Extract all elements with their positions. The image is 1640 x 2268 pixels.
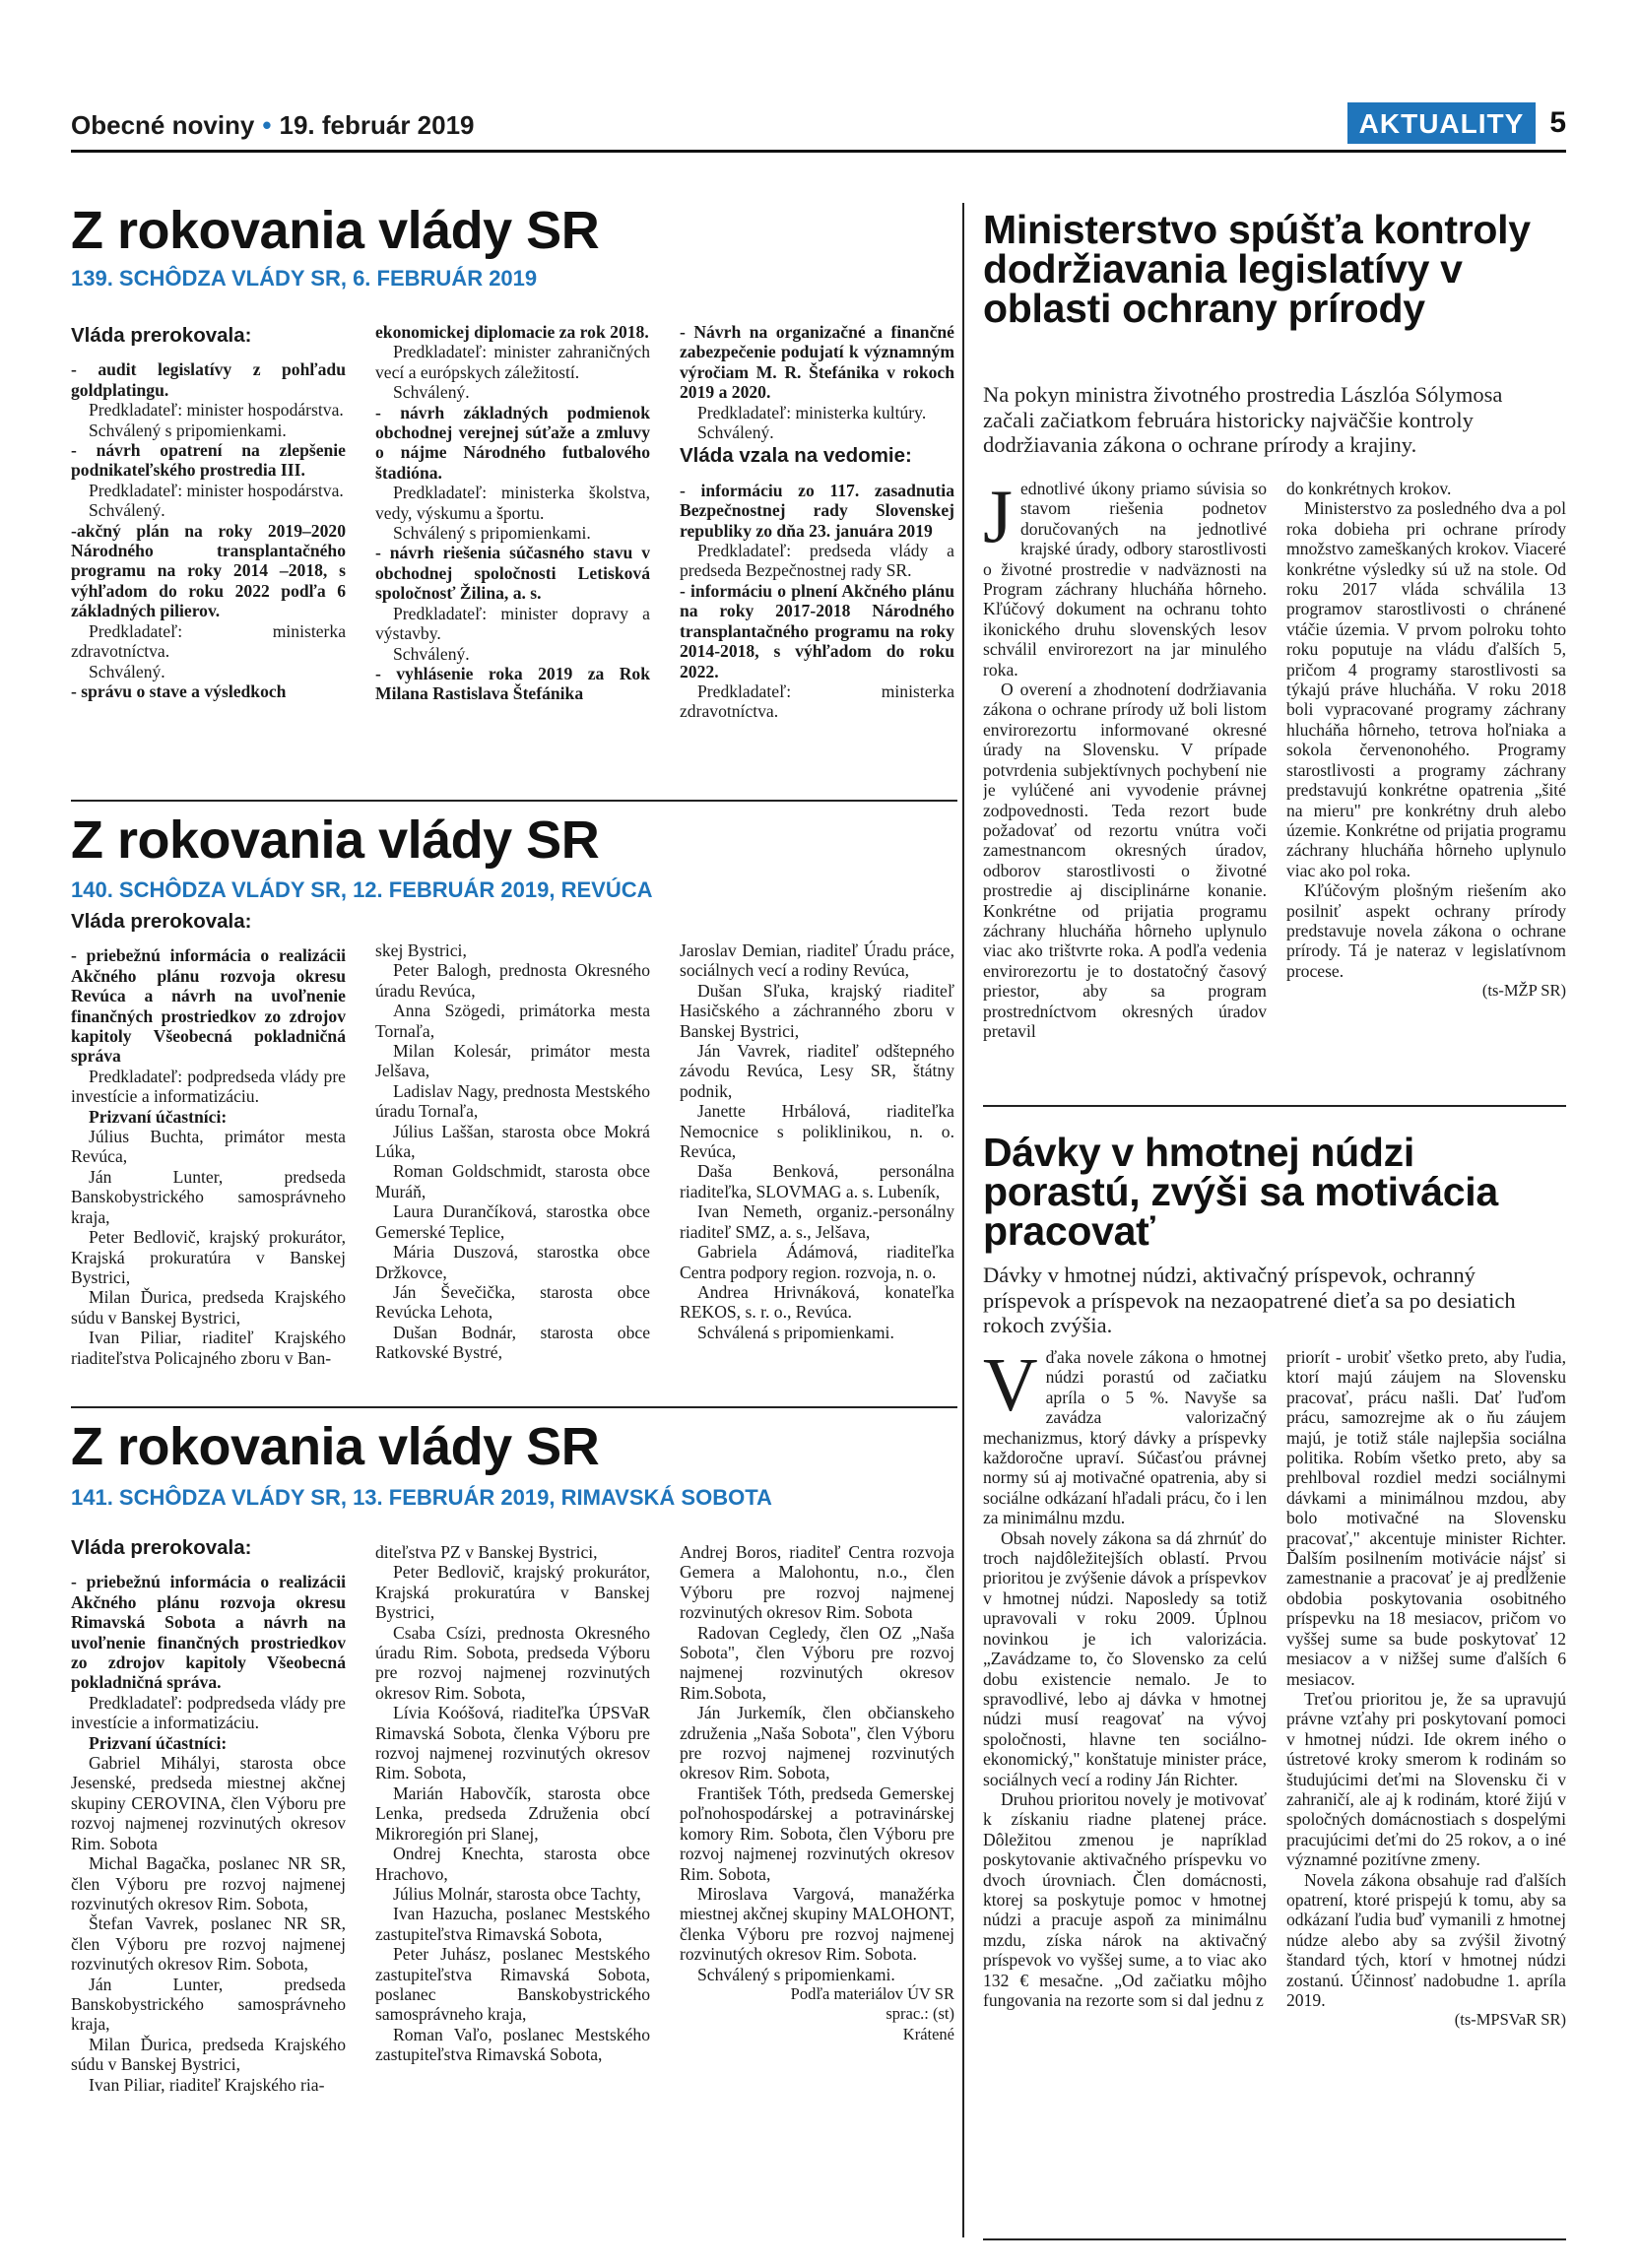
paragraph: Laura Durančíková, starostka obce Gemerské Teplice, bbox=[375, 1201, 650, 1242]
section-140-title: Z rokovania vlády SR bbox=[71, 810, 600, 870]
page-header bbox=[71, 98, 1566, 152]
paragraph: Anna Szögedi, primátorka mesta Tornaľa, bbox=[375, 1001, 650, 1041]
paragraph: Marián Habovčík, starosta obce Lenka, predseda Združenia obcí Mikroregión pri Slanej, bbox=[375, 1782, 650, 1844]
column-divider bbox=[962, 203, 964, 2237]
paragraph: Schválená s pripomienkami. bbox=[697, 1322, 894, 1342]
paragraph: Dušan Sľuka, krajský riaditeľ Hasičského a záchranného zboru v Banskej Bystrici, bbox=[680, 980, 954, 1041]
source-credit: Krátené bbox=[902, 2024, 954, 2043]
paragraph: Predkladateľ: ministerka školstva, vedy, výskumu a športu. bbox=[375, 483, 650, 523]
agenda-item: - vyhlásenie roka 2019 za Rok Milana Rastislava Štefánika bbox=[375, 663, 650, 704]
paragraph: Schválený. bbox=[393, 643, 470, 664]
agenda-label: Vláda prerokovala: bbox=[71, 910, 252, 933]
participants-label: Prizvaní účastníci: bbox=[89, 1106, 228, 1127]
agenda-label: Vláda prerokovala: bbox=[71, 1536, 252, 1559]
article-rule bbox=[983, 2238, 1566, 2240]
article-2-col-2 bbox=[1286, 1347, 1566, 2238]
article-1-col-1-body bbox=[983, 479, 1267, 1041]
paragraph: Daša Benková, personálna riaditeľka, SLOVMAG a. s. Lubeník, bbox=[680, 1161, 954, 1201]
paragraph: Predkladateľ: minister dopravy a výstavby. bbox=[375, 603, 650, 644]
paragraph: Janette Hrbálová, riaditeľka Nemocnice s poliklinikou, n. o. Revúca, bbox=[680, 1101, 954, 1162]
agenda-item: - informáciu zo 117. zasadnutia Bezpečnostnej rady Slovenskej republiky zo dňa 23. januára 2019 bbox=[680, 480, 954, 541]
paragraph: diteľstva PZ v Banskej Bystrici, bbox=[375, 1542, 598, 1562]
paragraph: Ivan Hazucha, poslanec Mestského zastupiteľstva Rimavská Sobota, bbox=[375, 1904, 650, 1944]
paragraph: Štefan Vavrek, poslanec NR SR, člen Výboru pre rozvoj najmenej rozvinutých okresov Rim. Sobota, bbox=[71, 1913, 346, 1975]
paragraph: Peter Bedlovič, krajský prokurátor, Krajská prokuratúra v Banskej Bystrici, bbox=[375, 1562, 650, 1623]
paragraph: ednotlivé úkony priamo súvisia so stavom riešenia podnetov doručovaných na jednotlivé krajské úrady, odbory starostlivosti o životné prostredie v nadväznosti na Program záchrany hlucháňa hôrneho. Kľúčový dokument na ochranu tohto ikonického druhu slovenských lesov schválil envirorezort na jar minulého roka. bbox=[983, 479, 1267, 680]
paragraph: Predkladateľ: podpredseda vlády pre investície a informatizáciu. bbox=[71, 1692, 346, 1733]
agenda-item: - informáciu o plnení Akčného plánu na roky 2017-2018 Národného transplantačného programu na roky 2014-2018, s výhľadom do roku 2022. bbox=[680, 580, 954, 681]
section-139-col-2 bbox=[375, 322, 650, 795]
section-rule bbox=[71, 1406, 957, 1408]
paragraph: Predkladateľ: predseda vlády a predseda Bezpečnostnej rady SR. bbox=[680, 541, 954, 581]
paragraph: O overení a zhodnotení dodržiavania zákona o ochrane prírody už boli listom envirorezortu informované okresné úrady na Slovensku. V prípade potvrdenia subjektívnych pochybení nie je vylúčené ani vyvodenie právnej zodpovednosti. Teda rezort bude požadovať od rezortu vnútra voči zamestnancom okresných úradov, odborov starostlivosti o životné prostredie aj disciplinárne konanie. Konkrétne od prijatia programu záchrany hlucháňa hôrneho uplynulo viac ako trištvrte roka. A podľa vedenia envirorezortu je to dostatočný časový priestor, aby sa program prostredníctvom okresných úradov pretavil bbox=[983, 680, 1267, 1041]
agenda-item: - správu o stave a výsledkoch bbox=[71, 680, 287, 701]
agenda-item: - návrh riešenia súčasného stavu v obchodnej spoločnosti Letisková spoločnosť Žilina, a. s. bbox=[375, 543, 650, 604]
paragraph: Schválený s pripomienkami. bbox=[697, 1964, 895, 1984]
paragraph: Ivan Piliar, riaditeľ Krajského riaditeľstva Policajného zboru v Ban- bbox=[71, 1328, 346, 1368]
paragraph: Michal Bagačka, poslanec NR SR, člen Výboru pre rozvoj najmenej rozvinutých okresov Rim. Sobota, bbox=[71, 1853, 346, 1913]
paragraph: Roman Vaľo, poslanec Mestského zastupiteľstva Rimavská Sobota, bbox=[375, 2024, 650, 2065]
section-140-col-2 bbox=[375, 940, 650, 1403]
section-140-col-1 bbox=[71, 908, 346, 1400]
drop-cap: J bbox=[983, 479, 1013, 558]
paragraph: Ladislav Nagy, prednosta Mestského úradu Tornaľa, bbox=[375, 1080, 650, 1122]
section-141-col-1 bbox=[71, 1534, 346, 2238]
publication-name: Obecné noviny bbox=[71, 110, 255, 140]
paragraph: Július Buchta, primátor mesta Revúca, bbox=[71, 1127, 346, 1167]
paragraph: Schválený. bbox=[89, 500, 165, 521]
paragraph: Schválený. bbox=[89, 661, 165, 681]
paragraph: Ivan Piliar, riaditeľ Krajského ria- bbox=[89, 2074, 325, 2095]
agenda-item: - návrh opatrení na zlepšenie podnikateľského prostredia III. bbox=[71, 440, 346, 481]
paragraph: Ministerstvo za posledného dva a pol roka dobieha pri ochrane prírody množstvo zameškaných krokov. Viaceré konkrétne výsledky sú už na stole. Od roku 2017 vláda schválila 13 programov starostlivosti o chránené vtáčie územia. V prvom polroku tohto roku poputuje na vládu ďalších 5, pričom 4 programy starostlivosti sa týkajú práve hlucháňa. V roku 2018 boli vypracované programy záchrany hlucháňa hôrneho, tetrova hoľniaka a sokola červenonohého. Programy starostlivosti a programy záchrany predstavujú konkrétne opatrenia „šité na mieru" pre konkrétny druh alebo územie. Konkrétne od prijatia programu záchrany hlucháňa hôrneho uplynulo viac ako pol roka. bbox=[1286, 498, 1566, 880]
paragraph: priorít - urobiť všetko preto, aby ľudia, ktorí majú záujem na Slovensku pracovať, prácu našli. Dať ľuďom prácu, samozrejme ak o ňu záujem majú, je totiž stále najlepšia sociálna politika. Robím všetko preto, aby sa prehlboval rozdiel medzi sociálnymi dávkami a minimálnou mzdou, aby bolo motivačné na Slovensku pracovať," akcentuje minister Richter. Ďalším posilnením motivácie nájsť si zamestnanie a pracovať je aj predĺženie obdobia poskytovania osobitného príspevku na 18 mesiacov, pričom vo vyššej sume sa bude poskytovať 12 mesiacov a v nižšej sume ďalších 6 mesiacov. bbox=[1286, 1347, 1566, 1689]
paragraph: Andrea Hrivnáková, konateľka REKOS, s. r. o., Revúca. bbox=[680, 1281, 954, 1323]
participants-label: Prizvaní účastníci: bbox=[89, 1732, 228, 1753]
paragraph: Radovan Cegledy, člen OZ „Naša Sobota", člen Výboru pre rozvoj najmenej rozvinutých okresov Rim.Sobota, bbox=[680, 1622, 954, 1703]
paragraph: Obsah novely zákona sa dá zhrnúť do troch najdôležitejších oblastí. Prvou prioritou je zvýšenie dávok a príspevkov v hmotnej núdzi. Naposledy sa totiž upravovali v roku 2009. Úplnou novinkou je ich valorizácia. „Zavádzame to, čo Slovensko za celú dobu existencie nemalo. Je to spravodlivé, lebo aj dávka v hmotnej núdzi musí reagovať na vývoj spoločnosti, hlavne ten sociálno-ekonomický," konštatuje minister práce, sociálnych vecí a rodiny Ján Richter. bbox=[983, 1527, 1267, 1789]
article-2-col-1-body bbox=[983, 1347, 1267, 2010]
paragraph: Ján Lunter, predseda Banskobystrického samosprávneho kraja, bbox=[71, 1974, 346, 2035]
paragraph: Novela zákona obsahuje rad ďalších opatrení, ktoré prispejú k tomu, aby sa odkázaní ľudia buď vymanili z hmotnej núdze alebo aby sa zvýšil životný štandard tých, ktorí v hmotnej núdzi zostanú. Účinnosť nadobudne 1. apríla 2019. bbox=[1286, 1869, 1566, 2010]
paragraph: Peter Balogh, prednosta Okresného úradu Revúca, bbox=[375, 960, 650, 1001]
paragraph: Schválený s pripomienkami. bbox=[89, 420, 287, 440]
page-number: 5 bbox=[1549, 106, 1566, 139]
paragraph: ekonomickej diplomacie za rok 2018. bbox=[375, 322, 649, 342]
paragraph: Predkladateľ: minister zahraničných vecí a európskych záležitostí. bbox=[375, 342, 650, 382]
article-1-col-2 bbox=[1286, 479, 1566, 1089]
source-credit: sprac.: (st) bbox=[886, 2004, 954, 2024]
section-141-col-2 bbox=[375, 1542, 650, 2238]
agenda-item: - návrh základných podmienok obchodnej verejnej súťaže a zmluvy o nájme Národného futbalového štadióna. bbox=[375, 402, 650, 483]
article-2-col-1 bbox=[983, 1347, 1267, 2238]
paragraph: Ivan Nemeth, organiz.-personálny riaditeľ SMZ, a. s., Jelšava, bbox=[680, 1201, 954, 1242]
agenda-label: Vláda prerokovala: bbox=[71, 324, 252, 347]
paragraph: Schválený. bbox=[697, 422, 774, 443]
section-139-col-3 bbox=[680, 322, 954, 795]
paragraph: Milan Ďurica, predseda Krajského súdu v Banskej Bystrici, bbox=[71, 1287, 346, 1328]
paragraph: Ján Lunter, predseda Banskobystrického samosprávneho kraja, bbox=[71, 1166, 346, 1227]
paragraph: Ján Vavrek, riaditeľ odštepného závodu Revúca, Lesy SR, štátny podnik, bbox=[680, 1041, 954, 1101]
paragraph: Milan Ďurica, predseda Krajského súdu v Banskej Bystrici, bbox=[71, 2034, 346, 2075]
paragraph: Schválený. bbox=[393, 382, 470, 403]
agenda-item: - priebežnú informácia o realizácii Akčného plánu rozvoja okresu Rimavská Sobota a návrh na uvoľnenie finančných prostriedkov zo zdrojov kapitoly Všeobecná pokladničná správa. bbox=[71, 1572, 346, 1693]
article-2-lead: Dávky v hmotnej núdzi, aktivačný príspevok, ochranný príspevok a príspevok na nezaopatrené dieťa sa po desiatich rokoch zvýšia. bbox=[983, 1263, 1516, 1337]
paragraph: Lívia Koóšová, riaditeľka ÚPSVaR Rimavská Sobota, členka Výboru pre rozvoj najmenej rozvinutých okresov Rim. Sobota, bbox=[375, 1703, 650, 1783]
article-1-col-1 bbox=[983, 479, 1267, 1089]
article-1-headline: Ministerstvo spúšťa kontroly dodržiavania legislatívy v oblasti ochrany prírody bbox=[983, 207, 1531, 331]
paragraph: Jaroslav Demian, riaditeľ Úradu práce, sociálnych vecí a rodiny Revúca, bbox=[680, 940, 954, 981]
section-139-title: Z rokovania vlády SR bbox=[71, 201, 600, 260]
paragraph: Predkladateľ: ministerka kultúry. bbox=[697, 402, 927, 422]
paragraph: Predkladateľ: ministerka zdravotníctva. bbox=[71, 620, 346, 662]
paragraph: Dušan Bodnár, starosta obce Ratkovské Bystré, bbox=[375, 1322, 650, 1363]
section-141-title: Z rokovania vlády SR bbox=[71, 1417, 600, 1476]
paragraph: Mária Duszová, starostka obce Držkovce, bbox=[375, 1242, 650, 1282]
masthead bbox=[71, 110, 475, 141]
paragraph: Predkladateľ: podpredseda vlády pre investície a informatizáciu. bbox=[71, 1066, 346, 1107]
paragraph: Július Laššan, starosta obce Mokrá Lúka, bbox=[375, 1121, 650, 1162]
source-credit: Podľa materiálov ÚV SR bbox=[790, 1983, 954, 2003]
paragraph: Ondrej Knechta, starosta obce Hrachovo, bbox=[375, 1844, 650, 1884]
section-rule bbox=[71, 800, 957, 802]
paragraph: Peter Bedlovič, krajský prokurátor, Krajská prokuratúra v Banskej Bystrici, bbox=[71, 1227, 346, 1287]
source-credit: (ts-MŽP SR) bbox=[1481, 981, 1566, 1001]
paragraph: skej Bystrici, bbox=[375, 940, 467, 960]
paragraph: Kľúčovým plošným riešením ako posilniť aspekt ochrany prírody predstavuje novela zákona o ochrane prírody. Tá je nateraz v legislatívnom procese. bbox=[1286, 880, 1566, 981]
source-credit: (ts-MPSVaR SR) bbox=[1454, 2010, 1566, 2030]
paragraph: Predkladateľ: ministerka zdravotníctva. bbox=[680, 680, 954, 722]
article-1-lead: Na pokyn ministra životného prostredia Lászlóa Sólymosa začali začiatkom februára historicky najväčšie kontroly dodržiavania zákona o ochrane prírody a krajiny. bbox=[983, 382, 1503, 457]
agenda-item: - audit legislatívy z pohľadu goldplatingu. bbox=[71, 359, 346, 400]
section-141-col-3 bbox=[680, 1542, 954, 2238]
paragraph: Predkladateľ: minister hospodárstva. bbox=[89, 480, 344, 500]
section-139-col-1 bbox=[71, 322, 346, 795]
agenda-item: - priebežnú informácia o realizácii Akčného plánu rozvoja okresu Revúca a návrh na uvoľnenie finančných prostriedkov zo zdrojov kapitoly Všeobecná pokladničná správa bbox=[71, 945, 346, 1067]
header-rule bbox=[71, 150, 1566, 153]
paragraph: Peter Juhász, poslanec Mestského zastupiteľstva Rimavská Sobota, poslanec Banskobystrického samosprávneho kraja, bbox=[375, 1944, 650, 2025]
agenda-item: - Návrh na organizačné a finančné zabezpečenie podujatí k významným výročiam M. R. Štefánika v rokoch 2019 a 2020. bbox=[680, 322, 954, 403]
paragraph: Július Molnár, starosta obce Tachty, bbox=[393, 1883, 641, 1904]
paragraph: Roman Goldschmidt, starosta obce Muráň, bbox=[375, 1161, 650, 1201]
paragraph: Gabriela Ádámová, riaditeľka Centra podpory region. rozvoja, n. o. bbox=[680, 1242, 954, 1282]
section-140-subtitle: 140. SCHÔDZA VLÁDY SR, 12. FEBRUÁR 2019, REVÚCA bbox=[71, 877, 653, 902]
paragraph: ďaka novele zákona o hmotnej núdzi porastú od začiatku apríla o 5 %. Navyše sa zavádza valorizačný mechanizmus, ktorý dávky a príspevky každoročne upraví. Súčasťou právnej normy sú aj motivačné opatrenia, aby si sociálne odkázaní hľadali prácu, čo i len za minimálnu mzdu. bbox=[983, 1347, 1267, 1528]
paragraph: Csaba Csízi, prednosta Okresného úradu Rim. Sobota, predseda Výboru pre rozvoj najmenej rozvinutých okresov Rim. Sobota, bbox=[375, 1622, 650, 1703]
paragraph: Miroslava Vargová, manažérka miestnej akčnej skupiny MALOHONT, členka Výboru pre rozvoj najmenej rozvinutých okresov Rim. Sobota. bbox=[680, 1883, 954, 1965]
drop-cap: V bbox=[983, 1347, 1038, 1427]
article-2-headline: Dávky v hmotnej núdzi porastú, zvýši sa motivácia pracovať bbox=[983, 1130, 1498, 1254]
paragraph: Gabriel Mihályi, starosta obce Jesenské, predseda miestnej akčnej skupiny CEROVINA, člen Výboru pre rozvoj najmenej rozvinutých okresov Rim. Sobota bbox=[71, 1753, 346, 1853]
section-140-col-3 bbox=[680, 940, 954, 1403]
paragraph: Treťou prioritou je, že sa upravujú právne vzťahy pri poskytovaní pomoci v hmotnej núdzi. Ide okrem iného o ústretové kroky smerom k rodinám so študujúcimi deťmi na Slovensku či v zahraničí, ale aj k rodinám, ktoré žijú v spoločných domácnostiach s dospelými pracujúcimi deťmi do 25 rokov, a o iné významné pozitívne zmeny. bbox=[1286, 1688, 1566, 1870]
paragraph: František Tóth, predseda Gemerskej poľnohospodárskej a potravinárskej komory Rim. Sobota, člen Výboru pre rozvoj najmenej rozvinutých okresov Rim. Sobota, bbox=[680, 1782, 954, 1884]
section-label: AKTUALITY bbox=[1347, 102, 1537, 144]
separator-dot: • bbox=[262, 110, 272, 140]
paragraph: do konkrétnych krokov. bbox=[1286, 479, 1452, 498]
article-rule bbox=[983, 1105, 1566, 1107]
paragraph: Predkladateľ: minister hospodárstva. bbox=[89, 400, 344, 421]
paragraph: Schválený s pripomienkami. bbox=[393, 523, 591, 544]
issue-date: 19. február 2019 bbox=[279, 110, 475, 140]
agenda-item: -akčný plán na roky 2019–2020 Národného transplantačného programu na roky 2014 –2018, s výhľadom do roku 2022 podľa 6 základných pilierov. bbox=[71, 520, 346, 621]
agenda-label: Vláda vzala na vedomie: bbox=[680, 444, 912, 468]
paragraph: Ján Jurkemík, člen občianskeho združenia „Naša Sobota", člen Výboru pre rozvoj najmenej rozvinutých okresov Rim. Sobota, bbox=[680, 1703, 954, 1783]
section-141-subtitle: 141. SCHÔDZA VLÁDY SR, 13. FEBRUÁR 2019, RIMAVSKÁ SOBOTA bbox=[71, 1485, 772, 1510]
paragraph: Druhou prioritou novely je motivovať k získaniu riadne platenej práce. Dôležitou zmenou je napríklad poskytovanie aktivačného príspevku vo dvoch úrovniach. Člen domácnosti, ktorej sa poskytuje pomoc v hmotnej núdzi a pracuje aspoň za minimálnu mzdu, získa nárok na aktivačný príspevok vo vyššej sume, a to viac ako 132 € mesačne. „Od začiatku môjho fungovania na rezorte som si dal jednu z bbox=[983, 1788, 1267, 2010]
section-marker bbox=[1347, 102, 1566, 144]
paragraph: Ján Ševečička, starosta obce Revúcka Lehota, bbox=[375, 1281, 650, 1323]
paragraph: Milan Kolesár, primátor mesta Jelšava, bbox=[375, 1041, 650, 1081]
paragraph: Andrej Boros, riaditeľ Centra rozvoja Gemera a Malohontu, n.o., člen Výboru pre rozvoj najmenej rozvinutých okresov Rim. Sobota bbox=[680, 1542, 954, 1623]
section-139-subtitle: 139. SCHÔDZA VLÁDY SR, 6. FEBRUÁR 2019 bbox=[71, 266, 538, 291]
